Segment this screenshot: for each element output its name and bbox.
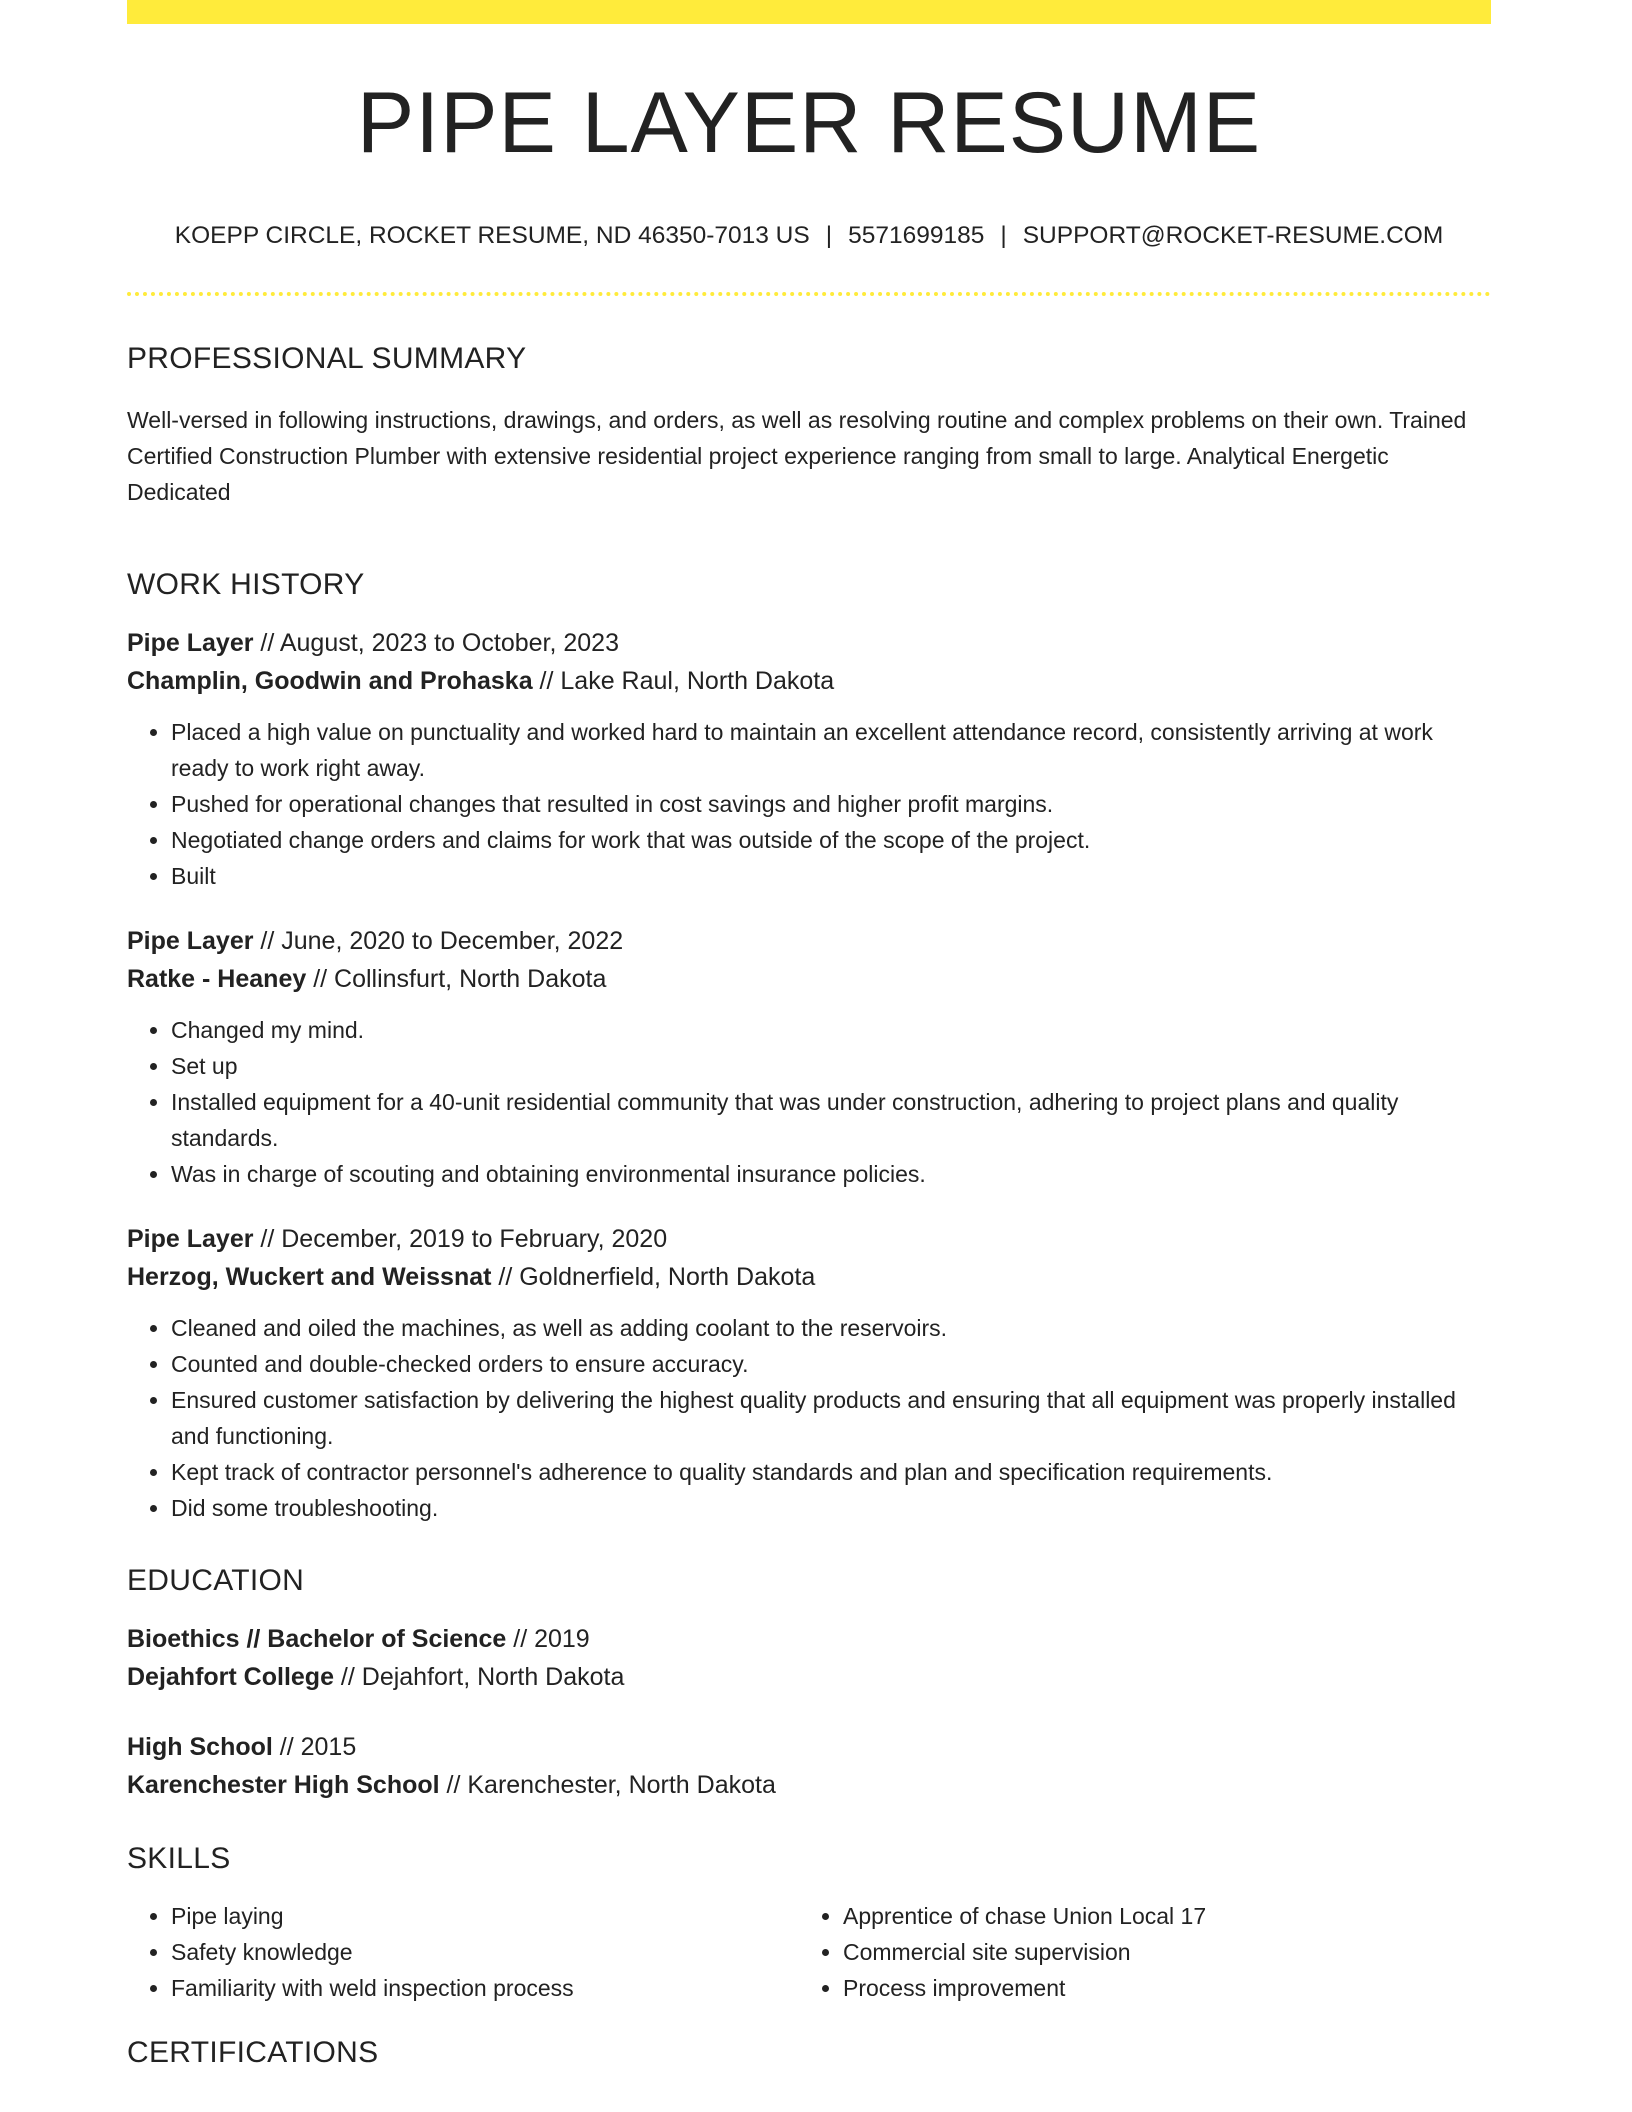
school-line xyxy=(127,1766,1491,1804)
list-item: • Placed a high value on punctuality and worked hard to maintain an excellent attendance record, consistently arriving at work ready to work right away. xyxy=(171,714,1491,786)
education-heading: EDUCATION xyxy=(127,1563,305,1597)
work-history-heading: WORK HISTORY xyxy=(127,567,365,601)
job-title-line xyxy=(127,922,1491,960)
dotted-divider xyxy=(127,292,1491,296)
employer-name: Herzog, Wuckert and Weissnat xyxy=(127,1262,492,1291)
list-item: • Process improvement xyxy=(843,1970,1471,2006)
job-title-line xyxy=(127,624,1491,662)
work-history-section xyxy=(127,567,1491,1526)
job-bullets xyxy=(127,714,1491,894)
job-entry xyxy=(127,624,1491,894)
phone: 5571699185 xyxy=(848,222,985,249)
employer-location: // Lake Raul, North Dakota xyxy=(532,666,835,695)
employer-name: Ratke - Heaney xyxy=(127,964,307,993)
employer-line xyxy=(127,1258,1491,1296)
education-entry xyxy=(127,1728,1491,1804)
job-bullets xyxy=(127,1310,1491,1526)
skills-column-left xyxy=(127,1888,799,2006)
list-item: • Was in charge of scouting and obtaining environmental insurance policies. xyxy=(171,1156,1491,1192)
skills-grid xyxy=(127,1888,1491,2006)
list-item: • Negotiated change orders and claims for work that was outside of the scope of the project. xyxy=(171,822,1491,858)
education-entry xyxy=(127,1620,1491,1696)
degree: Bioethics // Bachelor of Science xyxy=(127,1624,507,1653)
job-entry xyxy=(127,1220,1491,1526)
list-item: • Installed equipment for a 40-unit residential community that was under construction, adhering to project plans and quality standards. xyxy=(171,1084,1491,1156)
school-location: // Dejahfort, North Dakota xyxy=(333,1662,625,1691)
list-item: • Apprentice of chase Union Local 17 xyxy=(843,1898,1471,1934)
job-entry xyxy=(127,922,1491,1192)
degree-line xyxy=(127,1728,1491,1766)
school-line xyxy=(127,1658,1491,1696)
graduation-year: // 2015 xyxy=(272,1732,357,1761)
education-section xyxy=(127,1563,1491,1804)
school-location: // Karenchester, North Dakota xyxy=(439,1770,776,1799)
list-item: • Counted and double-checked orders to ensure accuracy. xyxy=(171,1346,1491,1382)
job-bullets xyxy=(127,1012,1491,1192)
skills-section xyxy=(127,1841,1491,2006)
address: KOEPP CIRCLE, ROCKET RESUME, ND 46350-7013 US xyxy=(174,222,810,249)
school-name: Dejahfort College xyxy=(127,1662,334,1691)
job-dates: // December, 2019 to February, 2020 xyxy=(253,1224,668,1253)
list-item: • Safety knowledge xyxy=(171,1934,799,1970)
list-item: • Familiarity with weld inspection process xyxy=(171,1970,799,2006)
contact-separator: | xyxy=(825,222,833,249)
list-item: • Kept track of contractor personnel's adherence to quality standards and plan and specification requirements. xyxy=(171,1454,1491,1490)
employer-line xyxy=(127,960,1491,998)
employer-line xyxy=(127,662,1491,700)
school-name: Karenchester High School xyxy=(127,1770,440,1799)
job-title: Pipe Layer xyxy=(127,1224,254,1253)
list-item: • Pipe laying xyxy=(171,1898,799,1934)
skills-column-right xyxy=(799,1888,1471,2006)
list-item: • Did some troubleshooting. xyxy=(171,1490,1491,1526)
resume-page xyxy=(127,0,1491,2068)
graduation-year: // 2019 xyxy=(506,1624,590,1653)
job-dates: // June, 2020 to December, 2022 xyxy=(253,926,624,955)
summary-text: Well-versed in following instructions, drawings, and orders, as well as resolving routine and complex problems on their own. Trained Certified Construction Plumber with extensive residential project experience ranging from small to large. Analytical Energetic Dedicated xyxy=(127,406,1467,505)
list-item: • Ensured customer satisfaction by delivering the highest quality products and ensuring that all equipment was properly installed and functioning. xyxy=(171,1382,1491,1454)
contact-line xyxy=(127,224,1491,249)
job-title: Pipe Layer xyxy=(127,628,254,657)
job-title-line xyxy=(127,1220,1491,1258)
employer-location: // Collinsfurt, North Dakota xyxy=(306,964,607,993)
skills-heading: SKILLS xyxy=(127,1841,231,1875)
list-item: • Changed my mind. xyxy=(171,1012,1491,1048)
email: SUPPORT@ROCKET-RESUME.COM xyxy=(1022,222,1444,249)
degree: High School xyxy=(127,1732,273,1761)
job-dates: // August, 2023 to October, 2023 xyxy=(253,628,619,657)
summary-heading: PROFESSIONAL SUMMARY xyxy=(127,341,527,375)
summary-section xyxy=(127,341,1491,510)
employer-name: Champlin, Goodwin and Prohaska xyxy=(127,666,533,695)
certifications-section xyxy=(127,2035,1491,2069)
list-item: • Cleaned and oiled the machines, as well as adding coolant to the reservoirs. xyxy=(171,1310,1491,1346)
skills-list xyxy=(127,1898,799,2006)
top-accent-bar xyxy=(127,0,1491,24)
list-item: • Built xyxy=(171,858,1491,894)
list-item: • Set up xyxy=(171,1048,1491,1084)
list-item: • Pushed for operational changes that resulted in cost savings and higher profit margins. xyxy=(171,786,1491,822)
page-title: PIPE LAYER RESUME xyxy=(356,75,1262,171)
job-title: Pipe Layer xyxy=(127,926,254,955)
list-item: • Commercial site supervision xyxy=(843,1934,1471,1970)
degree-line xyxy=(127,1620,1491,1658)
skills-list xyxy=(799,1898,1471,2006)
employer-location: // Goldnerfield, North Dakota xyxy=(491,1262,816,1291)
contact-separator: | xyxy=(1000,222,1007,249)
certifications-heading: CERTIFICATIONS xyxy=(127,2035,379,2069)
